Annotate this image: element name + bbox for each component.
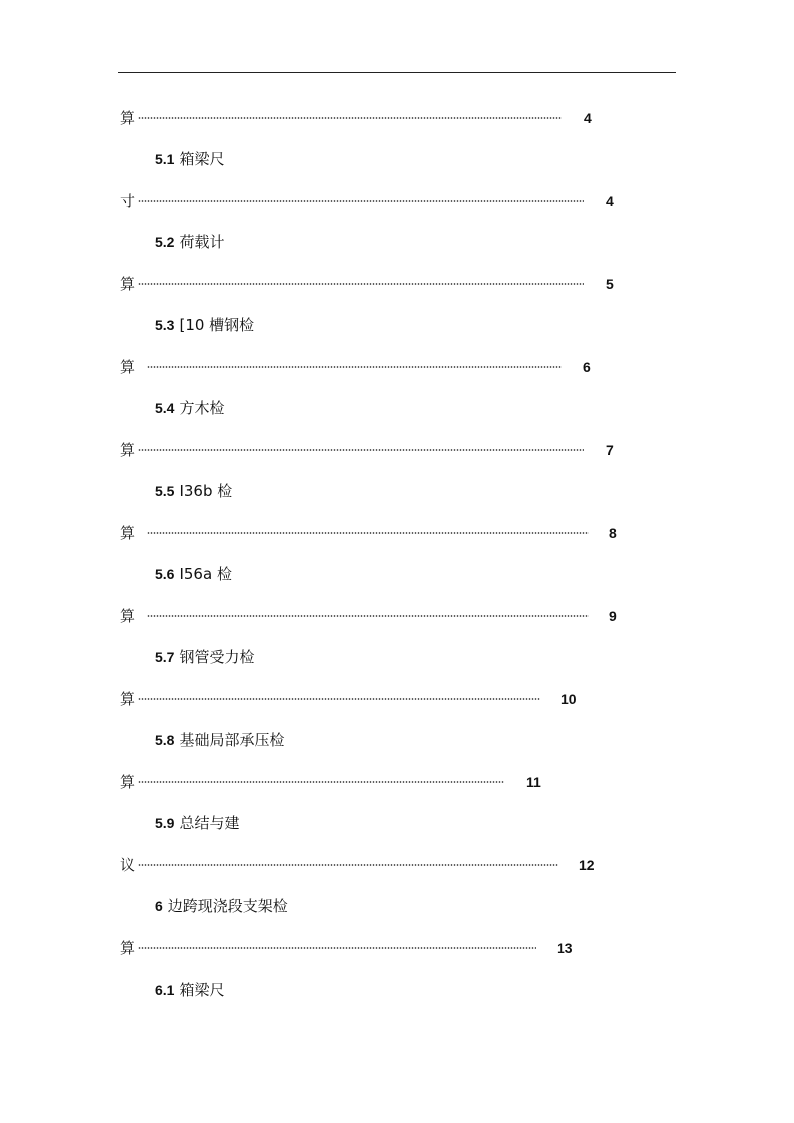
toc-heading-number: 5.6 [155, 566, 175, 582]
toc-heading[interactable] [155, 232, 224, 252]
dot-leader [147, 613, 589, 619]
toc-heading[interactable] [155, 564, 232, 584]
dot-leader [138, 779, 504, 785]
toc-page-number: 9 [609, 608, 617, 624]
toc-heading[interactable] [155, 398, 224, 418]
toc-heading[interactable] [155, 896, 288, 916]
toc-heading-number: 5.3 [155, 317, 175, 333]
toc-page-number: 11 [526, 774, 541, 790]
toc-page-number: 4 [606, 193, 614, 209]
toc-page-number: 13 [557, 940, 573, 956]
toc-heading[interactable] [155, 730, 284, 750]
toc-heading-text: 箱梁尺 [179, 150, 225, 168]
dot-leader [138, 945, 536, 951]
toc-heading-text: 荷载计 [179, 233, 225, 251]
toc-heading[interactable] [155, 481, 232, 501]
toc-heading-number: 5.9 [155, 815, 175, 831]
dot-leader [138, 198, 584, 204]
toc-heading[interactable] [155, 980, 224, 1000]
toc-entry-tail: 算 [120, 358, 136, 376]
toc-entry-tail: 算 [120, 441, 136, 459]
toc-heading-number: 5.7 [155, 649, 175, 665]
toc-heading-text: [10 槽钢检 [179, 316, 255, 334]
toc-page-number: 5 [606, 276, 614, 292]
toc-entry-tail: 议 [120, 856, 136, 874]
toc-heading[interactable] [155, 647, 254, 667]
dot-leader [138, 447, 584, 453]
toc-heading-text: 方木检 [179, 399, 225, 417]
toc-page-number: 8 [609, 525, 617, 541]
toc-heading[interactable] [155, 149, 224, 169]
dot-leader [138, 696, 540, 702]
toc-page-number: 6 [583, 359, 591, 375]
toc-entry-tail: 算 [120, 607, 136, 625]
toc-heading-text: 钢管受力检 [179, 648, 255, 666]
toc-entry-tail: 算 [120, 275, 136, 293]
dot-leader [147, 530, 589, 536]
toc-entry-tail: 算 [120, 773, 136, 791]
toc-page-number: 4 [584, 110, 592, 126]
toc-heading-text: 边跨现浇段支架检 [167, 897, 288, 915]
toc-page-number: 12 [579, 857, 595, 873]
toc-heading-number: 5.8 [155, 732, 175, 748]
toc-entry-tail: 算 [120, 109, 136, 127]
toc-heading-text: I56a 检 [179, 565, 232, 583]
toc-heading-number: 5.5 [155, 483, 175, 499]
toc-heading-text: 箱梁尺 [179, 981, 225, 999]
toc-entry-tail: 算 [120, 690, 136, 708]
toc-entry-tail: 算 [120, 939, 136, 957]
dot-leader [147, 364, 562, 370]
toc-heading-number: 6 [155, 898, 163, 914]
toc-heading-number: 6.1 [155, 982, 175, 998]
toc-entry-tail: 算 [120, 524, 136, 542]
toc-entry-tail: 寸 [120, 192, 136, 210]
dot-leader [138, 115, 562, 121]
toc-heading[interactable] [155, 813, 239, 833]
toc-heading-number: 5.2 [155, 234, 175, 250]
toc-heading-number: 5.1 [155, 151, 175, 167]
toc-heading-text: 总结与建 [179, 814, 240, 832]
toc-page-number: 10 [561, 691, 577, 707]
toc-page-number: 7 [606, 442, 614, 458]
toc-heading-text: 基础局部承压检 [179, 731, 285, 749]
dot-leader [138, 281, 584, 287]
dot-leader [138, 862, 558, 868]
toc-heading[interactable] [155, 315, 254, 335]
toc-heading-number: 5.4 [155, 400, 175, 416]
toc-heading-text: I36b 检 [179, 482, 233, 500]
